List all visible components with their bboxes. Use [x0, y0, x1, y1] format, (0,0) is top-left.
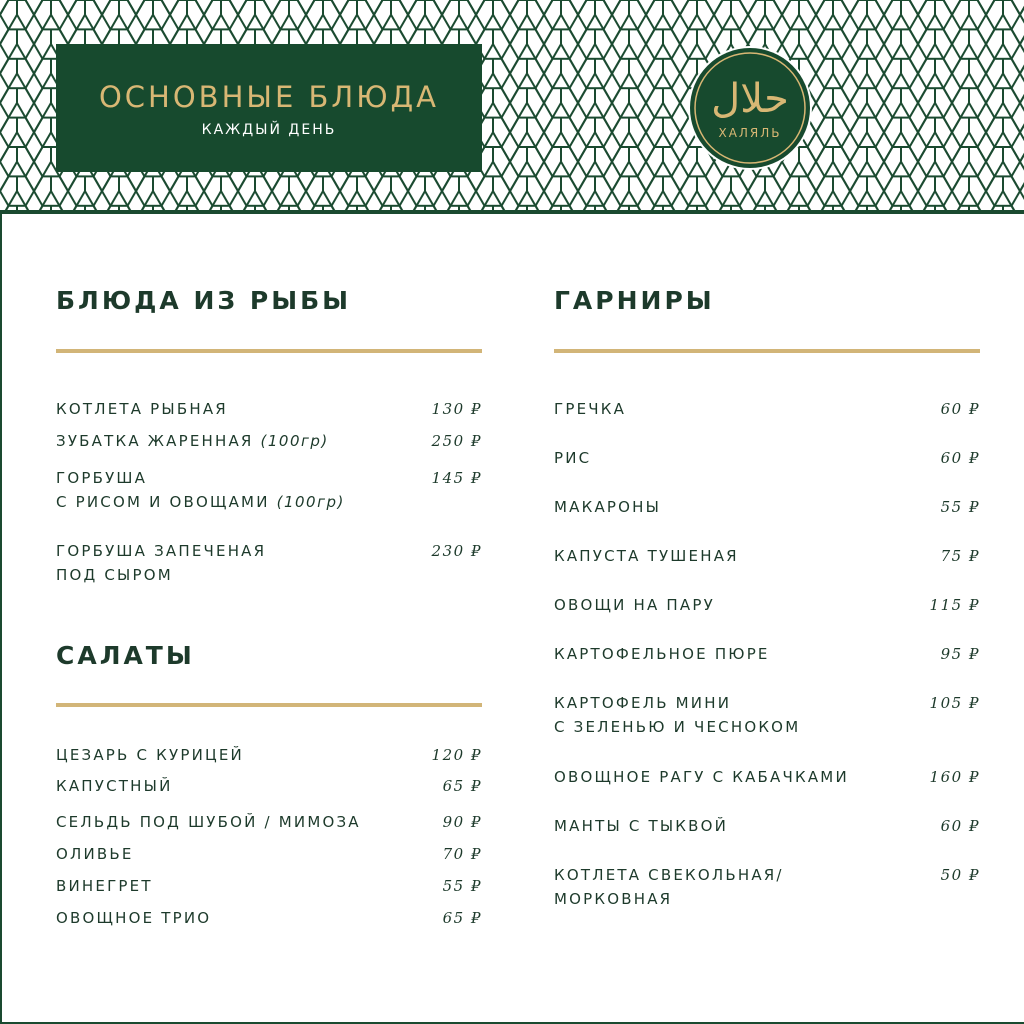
menu-item-price: 250 ₽	[431, 432, 482, 450]
page-frame	[0, 213, 1024, 1024]
menu-item-price: 75 ₽	[940, 547, 980, 565]
menu-item-name: МАКАРОНЫ	[554, 498, 662, 516]
menu-item-name: СЕЛЬДЬ ПОД ШУБОЙ / МИМОЗА	[56, 813, 361, 831]
page-title: ОСНОВНЫЕ БЛЮДА	[98, 80, 440, 114]
menu-item-price: 130 ₽	[431, 400, 482, 418]
menu-item-name: КАРТОФЕЛЬНОЕ ПЮРЕ	[554, 645, 770, 663]
menu-item-name: ОВОЩНОЕ ТРИО	[56, 909, 212, 927]
page-subtitle: КАЖДЫЙ ДЕНЬ	[201, 122, 337, 138]
pattern-divider	[0, 210, 1024, 214]
menu-item-name: ГОРБУША ЗАПЕЧЕНАЯ ПОД СЫРОМ	[56, 542, 267, 584]
title-box	[56, 44, 482, 172]
menu-item-name: КАРТОФЕЛЬ МИНИ С ЗЕЛЕНЬЮ И ЧЕСНОКОМ	[554, 694, 801, 736]
menu-item-price: 50 ₽	[940, 866, 980, 884]
menu-item-name: КАПУСТА ТУШЕНАЯ	[554, 547, 739, 565]
menu-item-price: 145 ₽	[431, 469, 482, 487]
halal-label: ХАЛЯЛЬ	[718, 126, 782, 140]
menu-item-name: ГОРБУША С РИСОМ И ОВОЩАМИ (100гр)	[56, 469, 345, 511]
menu-item-price: 90 ₽	[442, 813, 482, 831]
menu-item-price: 60 ₽	[940, 400, 980, 418]
menu-item-name: ОЛИВЬЕ	[56, 845, 134, 863]
menu-item-price: 55 ₽	[940, 498, 980, 516]
menu-item-price: 70 ₽	[442, 845, 482, 863]
menu-item-price: 115 ₽	[929, 596, 980, 614]
halal-badge	[688, 46, 812, 170]
menu-item-price: 65 ₽	[442, 909, 482, 927]
menu-item-price: 105 ₽	[929, 694, 980, 712]
menu-item-price: 60 ₽	[940, 817, 980, 835]
menu-item-price: 120 ₽	[431, 746, 482, 764]
menu-item-price: 65 ₽	[442, 777, 482, 795]
menu-item-name: ГРЕЧКА	[554, 400, 627, 418]
menu-item-price: 95 ₽	[940, 645, 980, 663]
menu-item-name: КОТЛЕТА РЫБНАЯ	[56, 400, 228, 418]
section-title-salads: САЛАТЫ	[56, 641, 195, 670]
menu-item-price: 160 ₽	[929, 768, 980, 786]
section-rule-sides	[554, 349, 980, 353]
section-title-sides: ГАРНИРЫ	[554, 286, 715, 315]
menu-item-name: ЦЕЗАРЬ С КУРИЦЕЙ	[56, 746, 244, 764]
menu-item-price: 60 ₽	[940, 449, 980, 467]
menu-item-price: 55 ₽	[442, 877, 482, 895]
menu-item-name: ВИНЕГРЕТ	[56, 877, 153, 895]
menu-item-name: КОТЛЕТА СВЕКОЛЬНАЯ/ МОРКОВНАЯ	[554, 866, 784, 908]
halal-badge-graphic	[688, 46, 812, 170]
menu-item-name: ОВОЩИ НА ПАРУ	[554, 596, 715, 614]
halal-arabic-text: حلال	[711, 76, 789, 122]
menu-item-name: КАПУСТНЫЙ	[56, 777, 173, 795]
menu-item-price: 230 ₽	[431, 542, 482, 560]
section-rule-fish	[56, 349, 482, 353]
menu-item-name: ЗУБАТКА ЖАРЕННАЯ (100гр)	[56, 432, 329, 450]
menu-item-name: МАНТЫ С ТЫКВОЙ	[554, 817, 729, 835]
section-rule-salads	[56, 703, 482, 707]
section-title-fish: БЛЮДА ИЗ РЫБЫ	[56, 286, 352, 315]
menu-item-name: РИС	[554, 449, 592, 467]
menu-item-name: ОВОЩНОЕ РАГУ С КАБАЧКАМИ	[554, 768, 849, 786]
